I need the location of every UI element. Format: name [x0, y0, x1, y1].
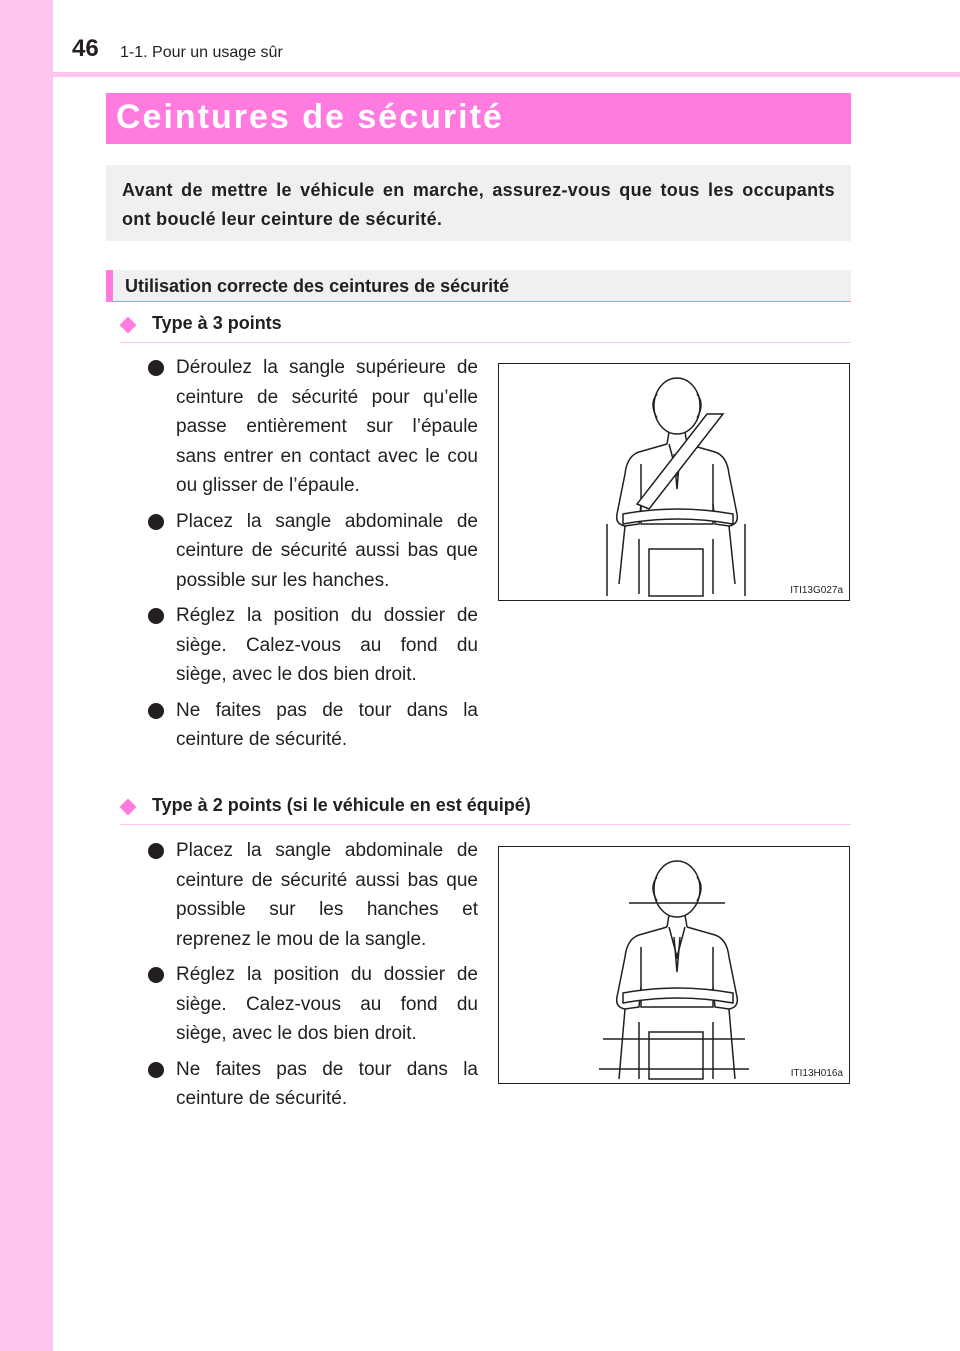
diamond-bullet-icon [120, 317, 137, 334]
page-title: Ceintures de sécurité [116, 98, 504, 136]
breadcrumb: 1-1. Pour un usage sûr [120, 44, 283, 61]
header-divider [53, 72, 960, 77]
figure-code: ITI13H016a [790, 1068, 843, 1079]
section-heading-text: Type à 3 points [152, 313, 282, 333]
side-tab-strip [0, 0, 53, 1351]
page-title-band [106, 93, 851, 144]
figure-2-point-belt [498, 846, 850, 1084]
bullet-list-3-point [148, 353, 478, 761]
intro-text: Avant de mettre le véhicule en marche, assurez-vous que tous les occupants ont bouclé leur ceinture de sécurité. [122, 180, 835, 229]
bullet-dot-icon [148, 514, 164, 530]
list-item: Ne faites pas de tour dans la ceinture de sécurité. [148, 1055, 478, 1114]
figure-code: ITI13G027a [790, 585, 843, 596]
list-item: Déroulez la sangle supérieure de ceinture de sécurité pour qu’elle passe entièrement sur l’épaule sans entrer en contact avec le cou ou glisser de l’épaule. [148, 353, 478, 501]
subheading-text: Utilisation correcte des ceintures de sécurité [125, 276, 510, 296]
section-heading-text: Type à 2 points (si le véhicule en est équipé) [152, 795, 531, 815]
bullet-dot-icon [148, 360, 164, 376]
intro-panel [106, 165, 851, 241]
section-heading-3-point [120, 313, 851, 343]
page-number: 46 [72, 35, 99, 62]
bullet-dot-icon [148, 967, 164, 983]
bullet-list-2-point [148, 836, 478, 1120]
bullet-dot-icon [148, 703, 164, 719]
seated-person-2-point-illustration [499, 847, 850, 1084]
subheading [106, 270, 851, 302]
diamond-bullet-icon [120, 799, 137, 816]
section-heading-2-point [120, 795, 851, 825]
list-item: Réglez la position du dossier de siège. Calez-vous au fond du siège, avec le dos bien droit. [148, 960, 478, 1049]
subheading-accent-bar [106, 270, 113, 301]
seated-person-3-point-illustration [499, 364, 850, 601]
list-item: Placez la sangle abdominale de ceinture de sécurité aussi bas que possible sur les hanches et reprenez le mou de la sangle. [148, 836, 478, 954]
bullet-dot-icon [148, 1062, 164, 1078]
list-item: Ne faites pas de tour dans la ceinture de sécurité. [148, 696, 478, 755]
bullet-dot-icon [148, 843, 164, 859]
figure-3-point-belt [498, 363, 850, 601]
bullet-dot-icon [148, 608, 164, 624]
list-item: Réglez la position du dossier de siège. Calez-vous au fond du siège, avec le dos bien droit. [148, 601, 478, 690]
list-item: Placez la sangle abdominale de ceinture de sécurité aussi bas que possible sur les hanches. [148, 507, 478, 596]
